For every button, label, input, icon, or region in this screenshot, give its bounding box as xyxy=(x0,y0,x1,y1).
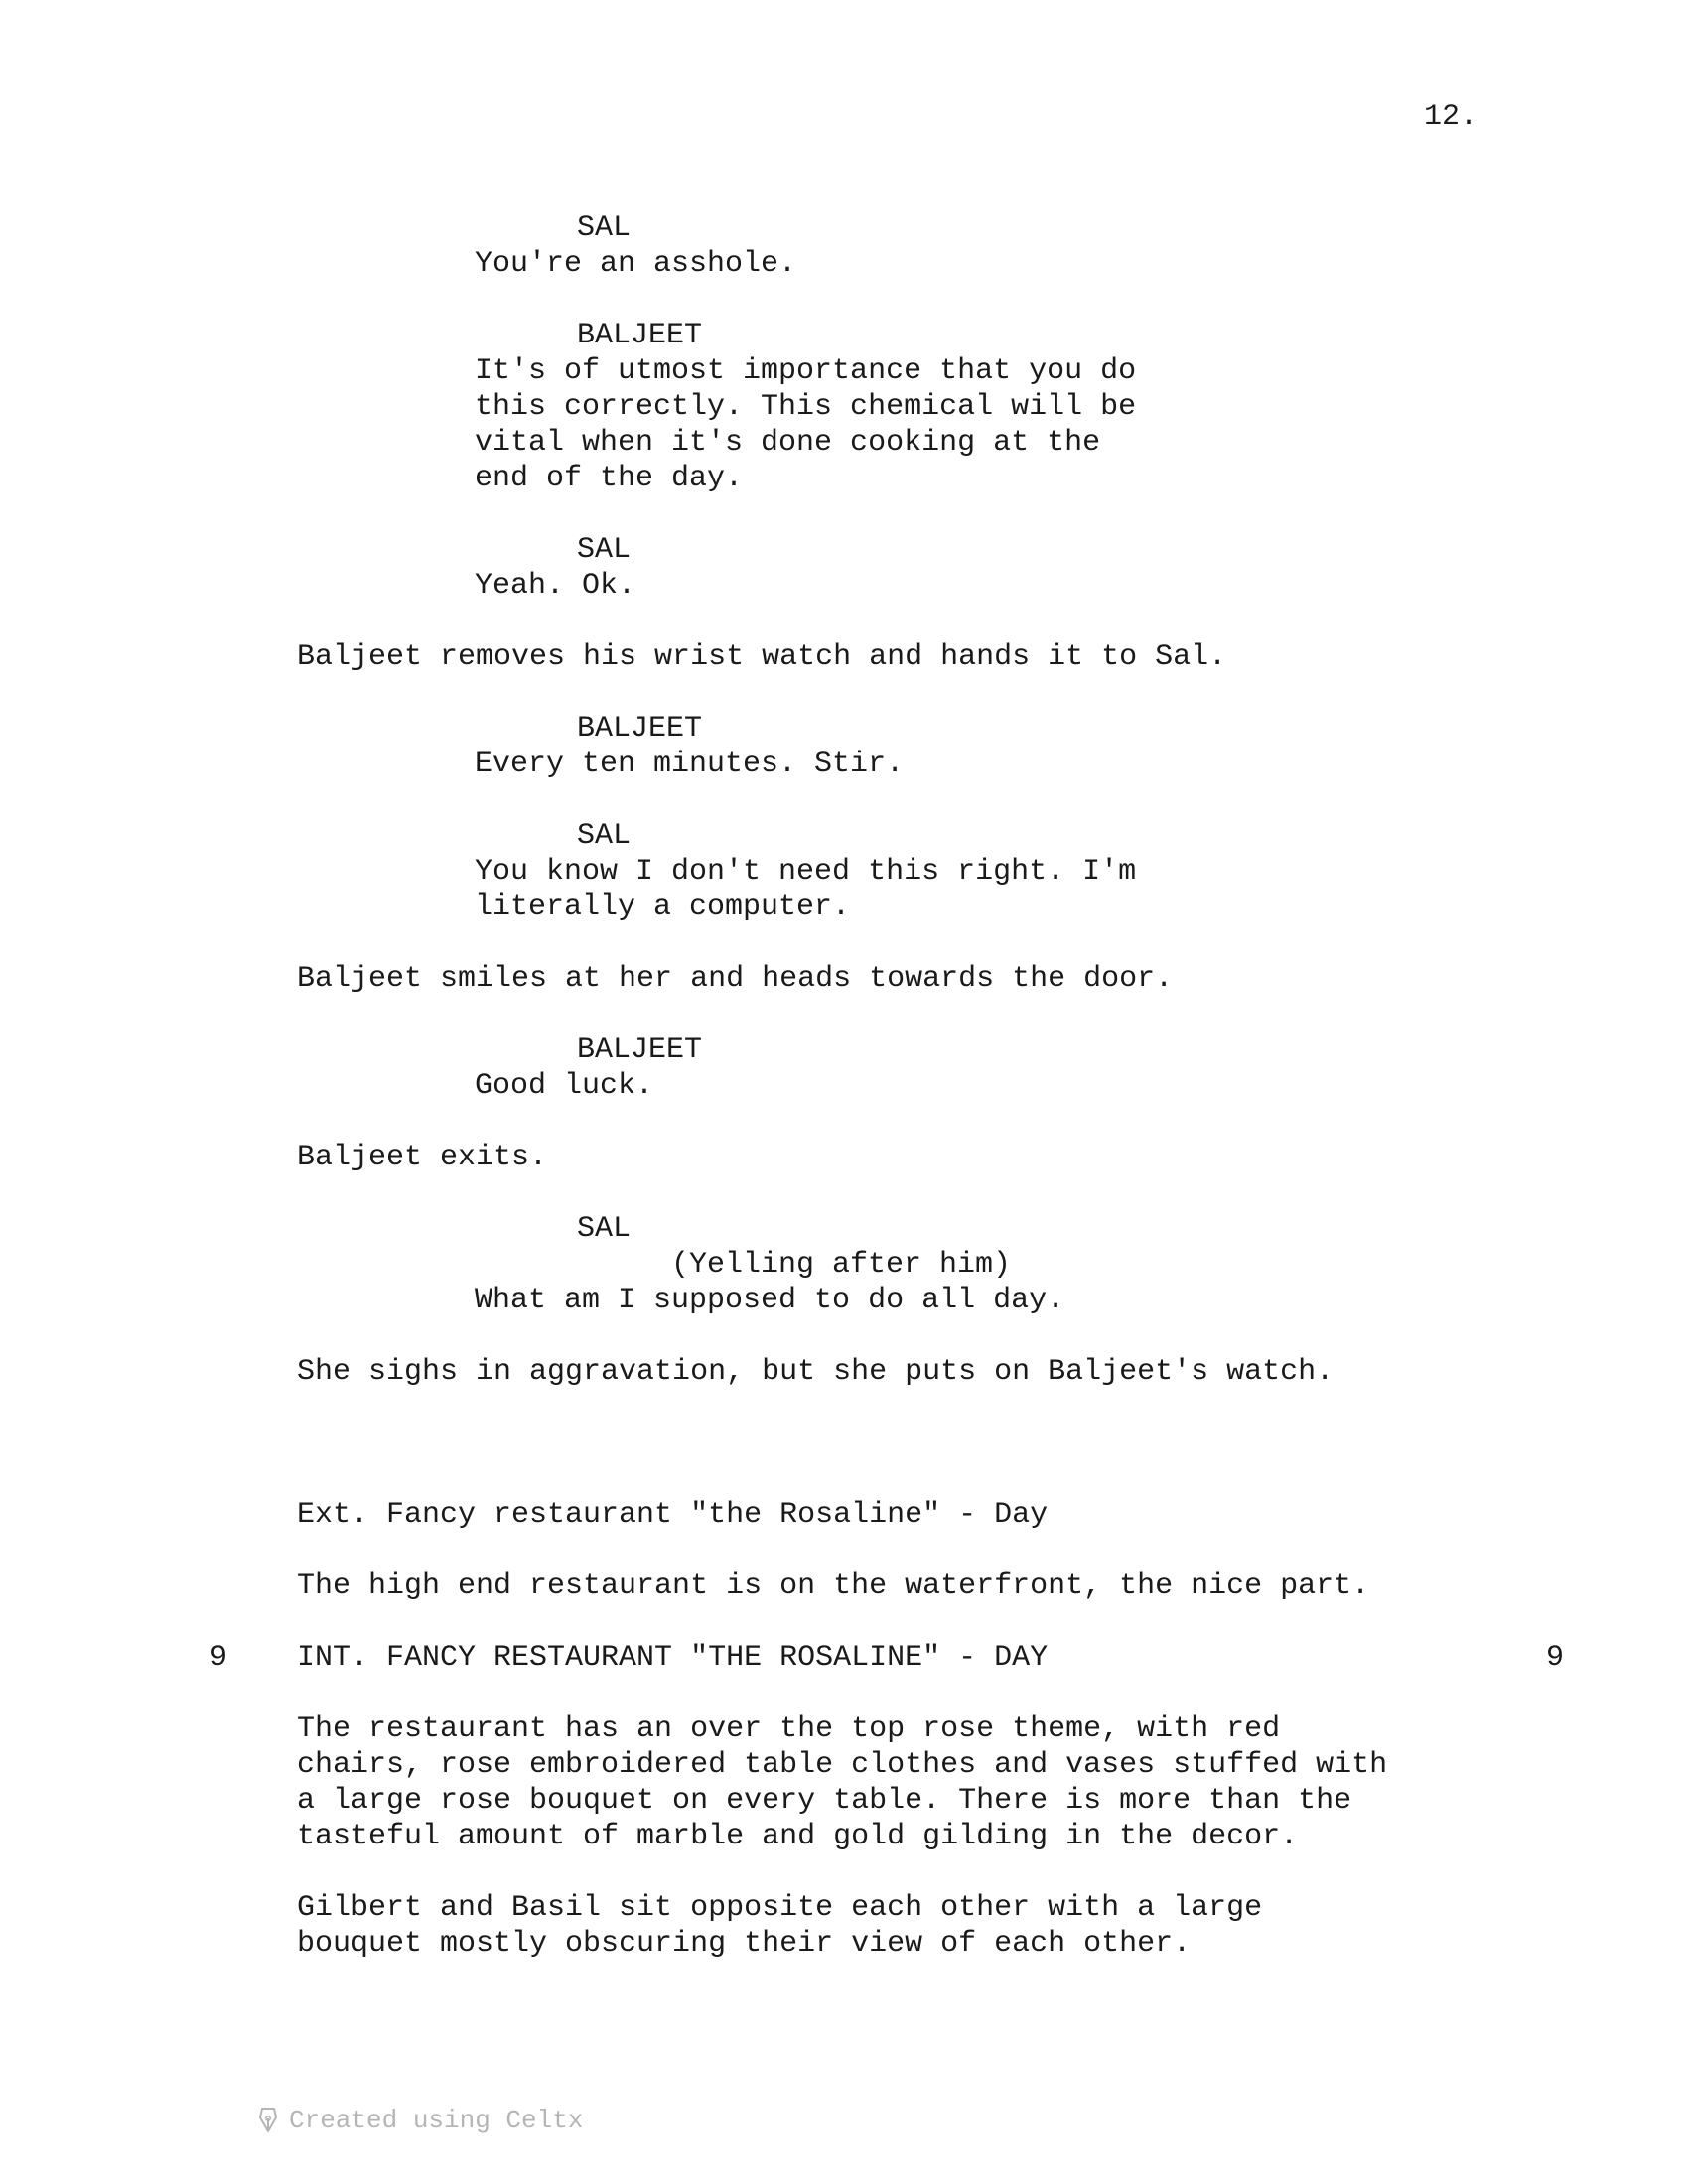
action-line: The high end restaurant is on the waterfront, the nice part. xyxy=(297,1570,1370,1603)
action-line: Ext. Fancy restaurant "the Rosaline" - Day xyxy=(297,1498,1049,1532)
action-line: She sighs in aggravation, but she puts on Baljeet's watch. xyxy=(297,1355,1335,1389)
action-line: a large rose bouquet on every table. There is more than the xyxy=(297,1784,1352,1818)
parenthetical: (Yelling after him) xyxy=(671,1248,1012,1282)
character-name: SAL xyxy=(577,819,632,853)
dialogue-line: end of the day. xyxy=(475,462,744,495)
dialogue-line: Every ten minutes. Stir. xyxy=(475,748,905,781)
character-name: BALJEET xyxy=(577,319,703,352)
action-line: chairs, rose embroidered table clothes and vases stuffed with xyxy=(297,1748,1388,1782)
character-name: BALJEET xyxy=(577,1033,703,1067)
action-line: tasteful amount of marble and gold gilding in the decor. xyxy=(297,1820,1299,1853)
celtx-footer xyxy=(257,2103,583,2138)
action-line: Baljeet exits. xyxy=(297,1141,548,1174)
character-name: BALJEET xyxy=(577,712,703,746)
dialogue-line: You're an asshole. xyxy=(475,247,797,281)
dialogue-line: this correctly. This chemical will be xyxy=(475,390,1137,424)
dialogue-line: You know I don't need this right. I'm xyxy=(475,855,1137,888)
dialogue-line: What am I supposed to do all day. xyxy=(475,1284,1065,1317)
scene-number-left: 9 xyxy=(210,1641,228,1675)
dialogue-line: vital when it's done cooking at the xyxy=(475,426,1101,460)
character-name: SAL xyxy=(577,533,632,567)
action-line: Baljeet removes his wrist watch and hands it to Sal. xyxy=(297,640,1227,674)
action-line: Gilbert and Basil sit opposite each other with a large xyxy=(297,1891,1263,1925)
character-name: SAL xyxy=(577,1212,632,1246)
character-name: SAL xyxy=(577,211,632,245)
dialogue-line: Good luck. xyxy=(475,1069,654,1103)
action-line: Baljeet smiles at her and heads towards the door. xyxy=(297,962,1174,996)
dialogue-line: Yeah. Ok. xyxy=(475,569,636,603)
scene-heading: INT. FANCY RESTAURANT "THE ROSALINE" - DAY xyxy=(297,1641,1049,1675)
dialogue-line: It's of utmost importance that you do xyxy=(475,354,1137,388)
action-line: bouquet mostly obscuring their view of each other. xyxy=(297,1927,1192,1961)
footer-text: Created using Celtx xyxy=(289,2106,584,2135)
page-number: 12. xyxy=(1424,100,1478,134)
dialogue-line: literally a computer. xyxy=(475,890,851,924)
scene-number-right: 9 xyxy=(1546,1641,1565,1675)
celtx-logo-icon xyxy=(257,2106,279,2135)
action-line: The restaurant has an over the top rose theme, with red xyxy=(297,1712,1281,1746)
